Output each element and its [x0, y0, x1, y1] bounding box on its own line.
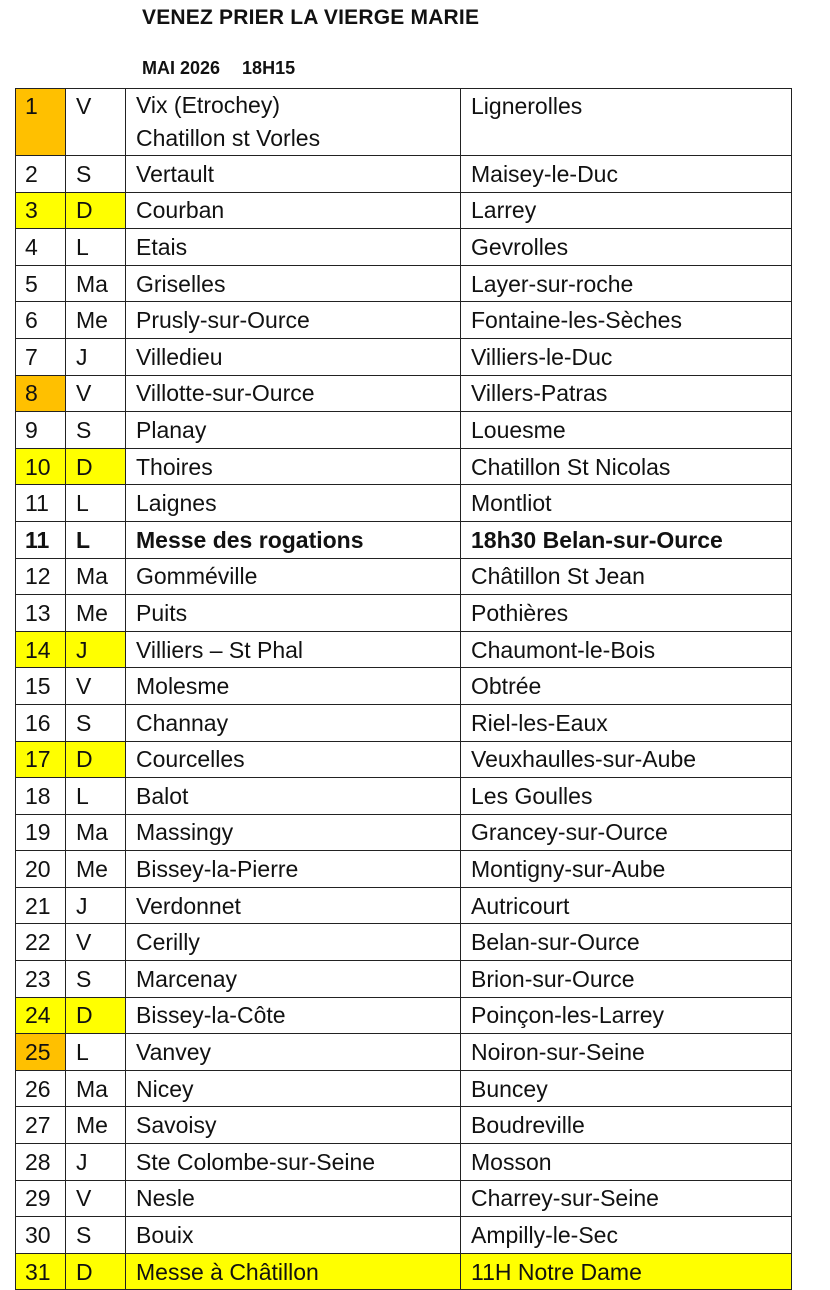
second-village-cell: Buncey: [461, 1070, 792, 1107]
second-village-cell: Chaumont-le-Bois: [461, 631, 792, 668]
weekday-cell: S: [66, 156, 126, 193]
day-number-cell: 3: [16, 192, 66, 229]
table-row: [16, 521, 792, 558]
day-number-cell: 31: [16, 1253, 66, 1290]
village-cell: Puits: [126, 595, 461, 632]
weekday-cell: L: [66, 778, 126, 815]
weekday-cell: S: [66, 704, 126, 741]
village-cell: Villiers – St Phal: [126, 631, 461, 668]
village-cell: Massingy: [126, 814, 461, 851]
page-title: VENEZ PRIER LA VIERGE MARIE: [142, 6, 480, 29]
second-village-cell: Villers-Patras: [461, 375, 792, 412]
table-row: [16, 265, 792, 302]
weekday-cell: V: [66, 924, 126, 961]
table-row: [16, 229, 792, 266]
second-village-cell: Ampilly-le-Sec: [461, 1217, 792, 1254]
day-number-cell: 13: [16, 595, 66, 632]
second-village-cell: Charrey-sur-Seine: [461, 1180, 792, 1217]
table-row: [16, 997, 792, 1034]
village-cell: Bouix: [126, 1217, 461, 1254]
second-village-cell: Montigny-sur-Aube: [461, 851, 792, 888]
day-number-cell: 16: [16, 704, 66, 741]
second-village-cell: Châtillon St Jean: [461, 558, 792, 595]
table-row: [16, 1107, 792, 1144]
second-village-cell: Belan-sur-Ource: [461, 924, 792, 961]
day-number-cell: 29: [16, 1180, 66, 1217]
table-row: [16, 1144, 792, 1181]
village-cell: Prusly-sur-Ource: [126, 302, 461, 339]
second-village-cell: Fontaine-les-Sèches: [461, 302, 792, 339]
second-village-cell: Lignerolles: [461, 89, 792, 156]
weekday-cell: S: [66, 961, 126, 998]
table-row: [16, 741, 792, 778]
weekday-cell: V: [66, 89, 126, 156]
weekday-cell: J: [66, 1144, 126, 1181]
weekday-cell: D: [66, 1253, 126, 1290]
day-number-cell: 26: [16, 1070, 66, 1107]
table-row: [16, 704, 792, 741]
weekday-cell: L: [66, 229, 126, 266]
table-row: [16, 156, 792, 193]
table-row: [16, 1070, 792, 1107]
weekday-cell: D: [66, 192, 126, 229]
day-number-cell: 7: [16, 338, 66, 375]
table-row: [16, 631, 792, 668]
table-row: [16, 338, 792, 375]
weekday-cell: Ma: [66, 265, 126, 302]
weekday-cell: L: [66, 1034, 126, 1071]
weekday-cell: Ma: [66, 558, 126, 595]
weekday-cell: V: [66, 668, 126, 705]
village-name-secondary: Chatillon st Vorles: [136, 125, 321, 151]
table-row: [16, 448, 792, 485]
weekday-cell: V: [66, 375, 126, 412]
table-row: [16, 192, 792, 229]
weekday-cell: Me: [66, 851, 126, 888]
weekday-cell: J: [66, 338, 126, 375]
page-subtitle: [142, 58, 317, 79]
table-row: [16, 961, 792, 998]
village-cell: Nesle: [126, 1180, 461, 1217]
table-row: [16, 1253, 792, 1290]
second-village-cell: Montliot: [461, 485, 792, 522]
day-number-cell: 17: [16, 741, 66, 778]
second-village-cell: Chatillon St Nicolas: [461, 448, 792, 485]
day-number-cell: 30: [16, 1217, 66, 1254]
weekday-cell: Me: [66, 302, 126, 339]
weekday-cell: L: [66, 521, 126, 558]
table-row: [16, 1217, 792, 1254]
day-number-cell: 2: [16, 156, 66, 193]
weekday-cell: Ma: [66, 1070, 126, 1107]
day-number-cell: 14: [16, 631, 66, 668]
day-number-cell: 9: [16, 412, 66, 449]
day-number-cell: 10: [16, 448, 66, 485]
day-number-cell: 27: [16, 1107, 66, 1144]
table-row: [16, 814, 792, 851]
table-row: [16, 558, 792, 595]
table-row: [16, 485, 792, 522]
day-number-cell: 11: [16, 485, 66, 522]
weekday-cell: J: [66, 887, 126, 924]
table-row: [16, 778, 792, 815]
second-village-cell: Larrey: [461, 192, 792, 229]
village-cell: Nicey: [126, 1070, 461, 1107]
weekday-cell: S: [66, 1217, 126, 1254]
village-cell: Thoires: [126, 448, 461, 485]
village-cell: Vanvey: [126, 1034, 461, 1071]
table-row: [16, 887, 792, 924]
second-village-cell: Pothières: [461, 595, 792, 632]
schedule-body: [16, 89, 792, 1290]
village-cell: Balot: [126, 778, 461, 815]
village-cell: Etais: [126, 229, 461, 266]
day-number-cell: 19: [16, 814, 66, 851]
village-cell: Savoisy: [126, 1107, 461, 1144]
table-row: [16, 1180, 792, 1217]
second-village-cell: Villiers-le-Duc: [461, 338, 792, 375]
village-name: Vix (Etrochey): [136, 92, 281, 118]
day-number-cell: 20: [16, 851, 66, 888]
second-village-cell: Gevrolles: [461, 229, 792, 266]
weekday-cell: Ma: [66, 814, 126, 851]
village-cell: Planay: [126, 412, 461, 449]
day-number-cell: 15: [16, 668, 66, 705]
village-cell: Cerilly: [126, 924, 461, 961]
table-row: [16, 302, 792, 339]
second-village-cell: 11H Notre Dame: [461, 1253, 792, 1290]
table-row: [16, 1034, 792, 1071]
second-village-cell: Les Goulles: [461, 778, 792, 815]
day-number-cell: 11: [16, 521, 66, 558]
weekday-cell: D: [66, 997, 126, 1034]
village-cell: Messe des rogations: [126, 521, 461, 558]
village-cell: Laignes: [126, 485, 461, 522]
time-label: 18H15: [242, 58, 296, 78]
table-row: [16, 668, 792, 705]
second-village-cell: Boudreville: [461, 1107, 792, 1144]
village-cell: Bissey-la-Pierre: [126, 851, 461, 888]
table-row: [16, 412, 792, 449]
day-number-cell: 23: [16, 961, 66, 998]
table-row: [16, 851, 792, 888]
village-cell: Villedieu: [126, 338, 461, 375]
second-village-cell: Autricourt: [461, 887, 792, 924]
second-village-cell: Louesme: [461, 412, 792, 449]
weekday-cell: D: [66, 741, 126, 778]
day-number-cell: 28: [16, 1144, 66, 1181]
village-cell: Molesme: [126, 668, 461, 705]
day-number-cell: 5: [16, 265, 66, 302]
day-number-cell: 21: [16, 887, 66, 924]
table-row: [16, 595, 792, 632]
village-cell: Ste Colombe-sur-Seine: [126, 1144, 461, 1181]
village-cell: Courcelles: [126, 741, 461, 778]
second-village-cell: Grancey-sur-Ource: [461, 814, 792, 851]
day-number-cell: 25: [16, 1034, 66, 1071]
day-number-cell: 22: [16, 924, 66, 961]
weekday-cell: D: [66, 448, 126, 485]
day-number-cell: 18: [16, 778, 66, 815]
village-cell: Channay: [126, 704, 461, 741]
second-village-cell: Layer-sur-roche: [461, 265, 792, 302]
village-cell: Gomméville: [126, 558, 461, 595]
day-number-cell: 4: [16, 229, 66, 266]
month-label: MAI 2026: [142, 58, 221, 78]
schedule-table: [15, 88, 792, 1290]
second-village-cell: Riel-les-Eaux: [461, 704, 792, 741]
table-row: [16, 89, 792, 156]
day-number-cell: 8: [16, 375, 66, 412]
day-number-cell: 6: [16, 302, 66, 339]
second-village-cell: Obtrée: [461, 668, 792, 705]
village-cell: Bissey-la-Côte: [126, 997, 461, 1034]
weekday-cell: S: [66, 412, 126, 449]
weekday-cell: J: [66, 631, 126, 668]
day-number-cell: 1: [16, 89, 66, 156]
village-cell: Vertault: [126, 156, 461, 193]
village-cell: Courban: [126, 192, 461, 229]
second-village-cell: Maisey-le-Duc: [461, 156, 792, 193]
weekday-cell: V: [66, 1180, 126, 1217]
second-village-cell: 18h30 Belan-sur-Ource: [461, 521, 792, 558]
table-row: [16, 924, 792, 961]
village-cell: Marcenay: [126, 961, 461, 998]
day-number-cell: 24: [16, 997, 66, 1034]
village-cell: Messe à Châtillon: [126, 1253, 461, 1290]
weekday-cell: Me: [66, 595, 126, 632]
weekday-cell: Me: [66, 1107, 126, 1144]
village-cell: Verdonnet: [126, 887, 461, 924]
second-village-cell: Mosson: [461, 1144, 792, 1181]
village-cell: Villotte-sur-Ource: [126, 375, 461, 412]
table-row: [16, 375, 792, 412]
village-cell: [126, 89, 461, 156]
second-village-cell: Poinçon-les-Larrey: [461, 997, 792, 1034]
second-village-cell: Brion-sur-Ource: [461, 961, 792, 998]
second-village-cell: Noiron-sur-Seine: [461, 1034, 792, 1071]
weekday-cell: L: [66, 485, 126, 522]
second-village-cell: Veuxhaulles-sur-Aube: [461, 741, 792, 778]
village-cell: Griselles: [126, 265, 461, 302]
day-number-cell: 12: [16, 558, 66, 595]
